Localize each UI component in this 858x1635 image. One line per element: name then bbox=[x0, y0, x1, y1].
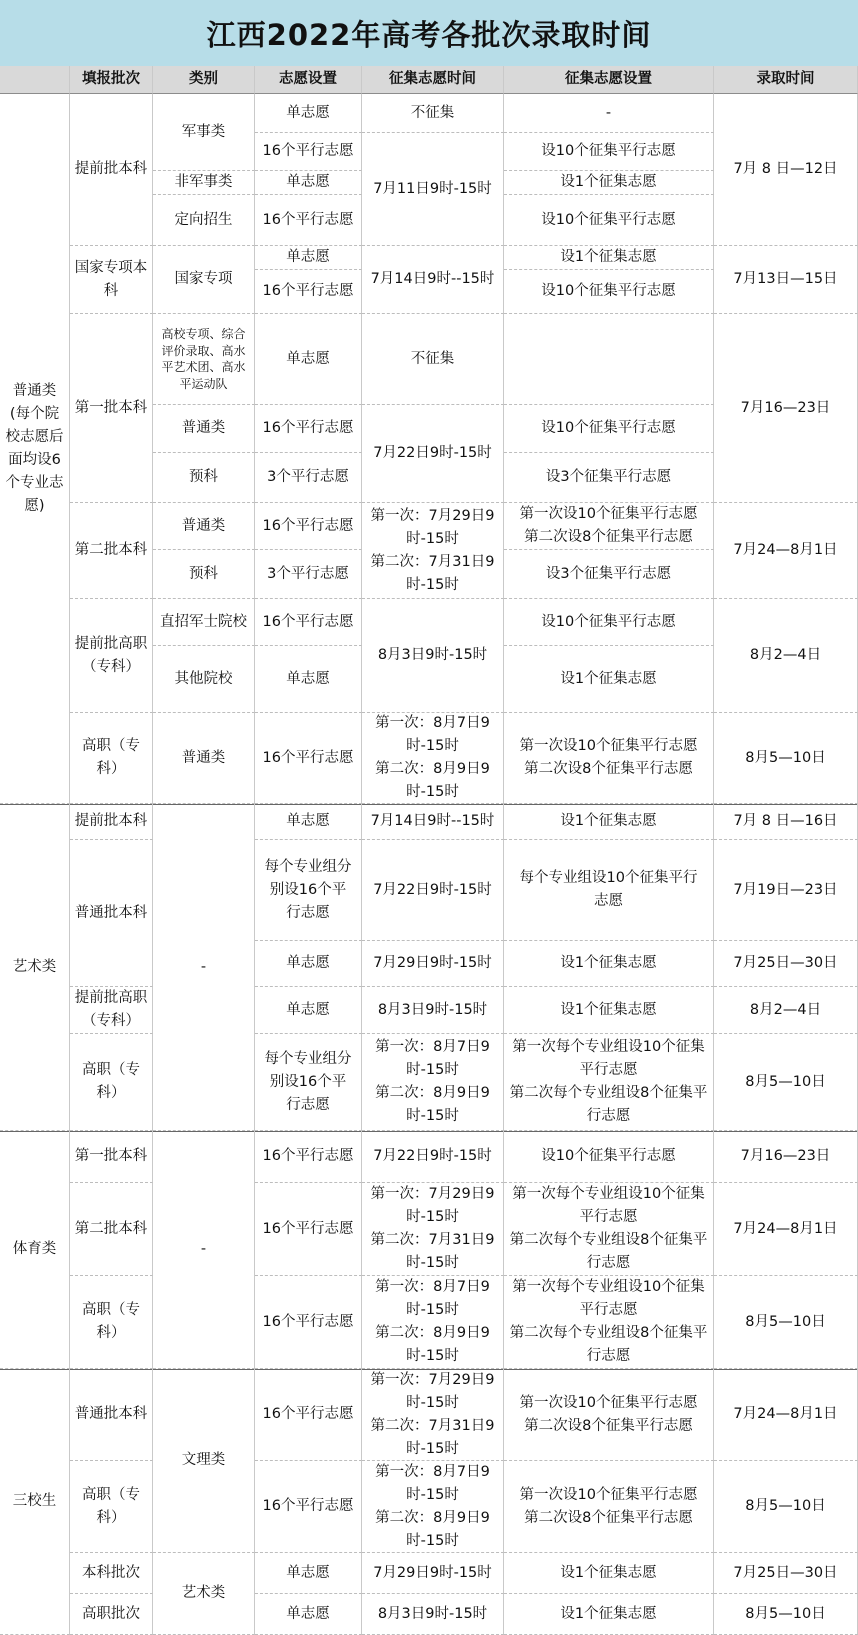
setting-cell: 设10个征集平行志愿 bbox=[504, 599, 714, 646]
category-yuke: 预科 bbox=[153, 453, 255, 503]
category-dash: - bbox=[153, 1131, 255, 1369]
section-tiyu: 体育类 bbox=[0, 1131, 70, 1369]
setting-cell: 第一次每个专业组设10个征集平行志愿 第二次每个专业组设8个征集平行志愿 bbox=[504, 1276, 714, 1369]
header-category: 类别 bbox=[153, 66, 255, 94]
category-gaoxiao-zhuanxiang: 高校专项、综合评价录取、高水平艺术团、高水平运动队 bbox=[153, 314, 255, 405]
time-cell: 第一次：8月7日9时-15时 第二次：8月9日9时-15时 bbox=[362, 1461, 504, 1553]
sheet-title: 江西2022年高考各批次录取时间 bbox=[206, 17, 652, 52]
setting-cell: 第一次设10个征集平行志愿 第二次设8个征集平行志愿 bbox=[504, 1369, 714, 1461]
choice-cell: 3个平行志愿 bbox=[255, 550, 362, 599]
time-cell: 8月3日9时-15时 bbox=[362, 1594, 504, 1635]
choice-cell: 16个平行志愿 bbox=[255, 1183, 362, 1276]
time-cell: 7月14日9时--15时 bbox=[362, 246, 504, 314]
admission-cell: 8月5—10日 bbox=[714, 713, 858, 804]
batch-tiyu-di-yi: 第一批本科 bbox=[70, 1131, 153, 1183]
choice-cell: 16个平行志愿 bbox=[255, 503, 362, 550]
choice-cell: 单志愿 bbox=[255, 987, 362, 1034]
setting-cell: 设1个征集志愿 bbox=[504, 1553, 714, 1594]
setting-cell: - bbox=[504, 94, 714, 133]
header-cell-empty bbox=[0, 66, 70, 94]
category-zhizhao: 直招军士院校 bbox=[153, 599, 255, 646]
choice-cell: 16个平行志愿 bbox=[255, 405, 362, 453]
section-yishu: 艺术类 bbox=[0, 804, 70, 1131]
batch-yishu-tiqian-gaozhi: 提前批高职 （专科） bbox=[70, 987, 153, 1034]
choice-cell: 单志愿 bbox=[255, 246, 362, 270]
category-guojia-zhuanxiang: 国家专项 bbox=[153, 246, 255, 314]
time-cell: 7月14日9时--15时 bbox=[362, 804, 504, 840]
batch-yishu-putong-benke: 普通批本科 bbox=[70, 840, 153, 987]
setting-cell: 设10个征集平行志愿 bbox=[504, 133, 714, 171]
setting-cell: 第一次设10个征集平行志愿 第二次设8个征集平行志愿 bbox=[504, 503, 714, 550]
category-putong: 普通类 bbox=[153, 503, 255, 550]
choice-cell: 单志愿 bbox=[255, 94, 362, 133]
choice-cell: 3个平行志愿 bbox=[255, 453, 362, 503]
category-dash: - bbox=[153, 804, 255, 1131]
category-junshi: 军事类 bbox=[153, 94, 255, 171]
batch-sx-putong-benke: 普通批本科 bbox=[70, 1369, 153, 1461]
admission-cell: 7月16—23日 bbox=[714, 1131, 858, 1183]
admission-cell: 8月5—10日 bbox=[714, 1461, 858, 1553]
batch-sx-gaozhi-pici: 高职批次 bbox=[70, 1594, 153, 1635]
admission-cell: 8月5—10日 bbox=[714, 1594, 858, 1635]
setting-cell: 第一次每个专业组设10个征集平行志愿 第二次每个专业组设8个征集平行志愿 bbox=[504, 1034, 714, 1131]
admission-cell: 8月2—4日 bbox=[714, 599, 858, 713]
setting-cell: 设1个征集志愿 bbox=[504, 646, 714, 713]
setting-cell: 设1个征集志愿 bbox=[504, 941, 714, 987]
batch-yishu-tiqian-benke: 提前批本科 bbox=[70, 804, 153, 840]
admission-cell: 8月5—10日 bbox=[714, 1034, 858, 1131]
batch-tiqian-benke: 提前批本科 bbox=[70, 94, 153, 246]
batch-di-yi-pi: 第一批本科 bbox=[70, 314, 153, 503]
choice-cell: 16个平行志愿 bbox=[255, 1276, 362, 1369]
choice-cell: 16个平行志愿 bbox=[255, 713, 362, 804]
category-dingxiang: 定向招生 bbox=[153, 195, 255, 246]
batch-yishu-gaozhi: 高职（专科） bbox=[70, 1034, 153, 1131]
category-wenli: 文理类 bbox=[153, 1369, 255, 1553]
batch-di-er-pi: 第二批本科 bbox=[70, 503, 153, 599]
choice-cell: 16个平行志愿 bbox=[255, 1131, 362, 1183]
setting-cell: 设10个征集平行志愿 bbox=[504, 1131, 714, 1183]
category-putong: 普通类 bbox=[153, 405, 255, 453]
time-cell: 不征集 bbox=[362, 94, 504, 133]
section-sanxiao: 三校生 bbox=[0, 1369, 70, 1635]
admission-cell: 7月19日—23日 bbox=[714, 840, 858, 941]
setting-cell: 设1个征集志愿 bbox=[504, 1594, 714, 1635]
time-cell: 第一次：8月7日9时-15时 第二次：8月9日9时-15时 bbox=[362, 713, 504, 804]
header-collection-time: 征集志愿时间 bbox=[362, 66, 504, 94]
category-putong: 普通类 bbox=[153, 713, 255, 804]
header-collection-setting: 征集志愿设置 bbox=[504, 66, 714, 94]
choice-cell: 16个平行志愿 bbox=[255, 133, 362, 171]
admission-cell: 8月5—10日 bbox=[714, 1276, 858, 1369]
setting-cell: 设1个征集志愿 bbox=[504, 171, 714, 195]
setting-cell: 第一次设10个征集平行志愿 第二次设8个征集平行志愿 bbox=[504, 713, 714, 804]
choice-cell: 16个平行志愿 bbox=[255, 1461, 362, 1553]
choice-cell: 16个平行志愿 bbox=[255, 195, 362, 246]
time-cell: 7月29日9时-15时 bbox=[362, 941, 504, 987]
choice-cell: 单志愿 bbox=[255, 314, 362, 405]
header-admission-time: 录取时间 bbox=[714, 66, 858, 94]
header-batch: 填报批次 bbox=[70, 66, 153, 94]
choice-cell: 每个专业组分别设16个平行志愿 bbox=[255, 840, 362, 941]
batch-guojia-zhuanxiang-benke: 国家专项本科 bbox=[70, 246, 153, 314]
setting-cell: 第一次设10个征集平行志愿 第二次设8个征集平行志愿 bbox=[504, 1461, 714, 1553]
admission-cell: 7月24—8月1日 bbox=[714, 1183, 858, 1276]
schedule-table bbox=[0, 66, 858, 1635]
time-cell: 第一次：7月29日9时-15时 第二次：7月31日9时-15时 bbox=[362, 503, 504, 599]
choice-cell: 单志愿 bbox=[255, 1553, 362, 1594]
setting-cell-empty bbox=[504, 314, 714, 405]
setting-cell: 设1个征集志愿 bbox=[504, 804, 714, 840]
category-yishu: 艺术类 bbox=[153, 1553, 255, 1635]
batch-sx-gaozhi: 高职（专科） bbox=[70, 1461, 153, 1553]
choice-cell: 16个平行志愿 bbox=[255, 270, 362, 314]
category-feijunshi: 非军事类 bbox=[153, 171, 255, 195]
choice-cell: 每个专业组分别设16个平行志愿 bbox=[255, 1034, 362, 1131]
time-cell: 7月11日9时-15时 bbox=[362, 133, 504, 246]
choice-cell: 单志愿 bbox=[255, 941, 362, 987]
batch-tiqian-gaozhi: 提前批高职 （专科） bbox=[70, 599, 153, 713]
time-cell: 7月22日9时-15时 bbox=[362, 840, 504, 941]
setting-cell: 设1个征集志愿 bbox=[504, 246, 714, 270]
time-cell: 第一次：7月29日9时-15时 第二次：7月31日9时-15时 bbox=[362, 1369, 504, 1461]
choice-cell: 单志愿 bbox=[255, 171, 362, 195]
category-qita: 其他院校 bbox=[153, 646, 255, 713]
batch-tiyu-di-er: 第二批本科 bbox=[70, 1183, 153, 1276]
admission-cell: 8月2—4日 bbox=[714, 987, 858, 1034]
choice-cell: 单志愿 bbox=[255, 646, 362, 713]
setting-cell: 第一次每个专业组设10个征集平行志愿 第二次每个专业组设8个征集平行志愿 bbox=[504, 1183, 714, 1276]
admission-cell: 7月13日—15日 bbox=[714, 246, 858, 314]
choice-cell: 单志愿 bbox=[255, 1594, 362, 1635]
time-cell: 8月3日9时-15时 bbox=[362, 987, 504, 1034]
setting-cell: 设1个征集志愿 bbox=[504, 987, 714, 1034]
setting-cell: 设10个征集平行志愿 bbox=[504, 195, 714, 246]
setting-cell: 设3个征集平行志愿 bbox=[504, 550, 714, 599]
choice-cell: 16个平行志愿 bbox=[255, 599, 362, 646]
time-cell: 第一次：8月7日9时-15时 第二次：8月9日9时-15时 bbox=[362, 1276, 504, 1369]
time-cell: 7月29日9时-15时 bbox=[362, 1553, 504, 1594]
time-cell: 7月22日9时-15时 bbox=[362, 1131, 504, 1183]
section-putong: 普通类 (每个院校志愿后面均设6个专业志愿) bbox=[0, 94, 70, 804]
admission-cell: 7月 8 日—16日 bbox=[714, 804, 858, 840]
batch-tiyu-gaozhi: 高职（专科） bbox=[70, 1276, 153, 1369]
choice-cell: 单志愿 bbox=[255, 804, 362, 840]
setting-cell: 设10个征集平行志愿 bbox=[504, 405, 714, 453]
choice-cell: 16个平行志愿 bbox=[255, 1369, 362, 1461]
time-cell: 第一次：7月29日9时-15时 第二次：7月31日9时-15时 bbox=[362, 1183, 504, 1276]
setting-cell: 设3个征集平行志愿 bbox=[504, 453, 714, 503]
setting-cell: 每个专业组设10个征集平行志愿 bbox=[504, 840, 714, 941]
admission-cell: 7月25日—30日 bbox=[714, 1553, 858, 1594]
setting-cell: 设10个征集平行志愿 bbox=[504, 270, 714, 314]
admission-cell: 7月24—8月1日 bbox=[714, 1369, 858, 1461]
time-cell: 8月3日9时-15时 bbox=[362, 599, 504, 713]
batch-sx-benke-pici: 本科批次 bbox=[70, 1553, 153, 1594]
admission-cell: 7月25日—30日 bbox=[714, 941, 858, 987]
admission-cell: 7月16—23日 bbox=[714, 314, 858, 503]
time-cell: 第一次：8月7日9时-15时 第二次：8月9日9时-15时 bbox=[362, 1034, 504, 1131]
batch-gaozhi: 高职（专科） bbox=[70, 713, 153, 804]
time-cell: 7月22日9时-15时 bbox=[362, 405, 504, 503]
header-choice-setting: 志愿设置 bbox=[255, 66, 362, 94]
time-cell: 不征集 bbox=[362, 314, 504, 405]
category-yuke: 预科 bbox=[153, 550, 255, 599]
admission-cell: 7月24—8月1日 bbox=[714, 503, 858, 599]
admission-cell: 7月 8 日—12日 bbox=[714, 94, 858, 246]
title-bar bbox=[0, 0, 858, 67]
